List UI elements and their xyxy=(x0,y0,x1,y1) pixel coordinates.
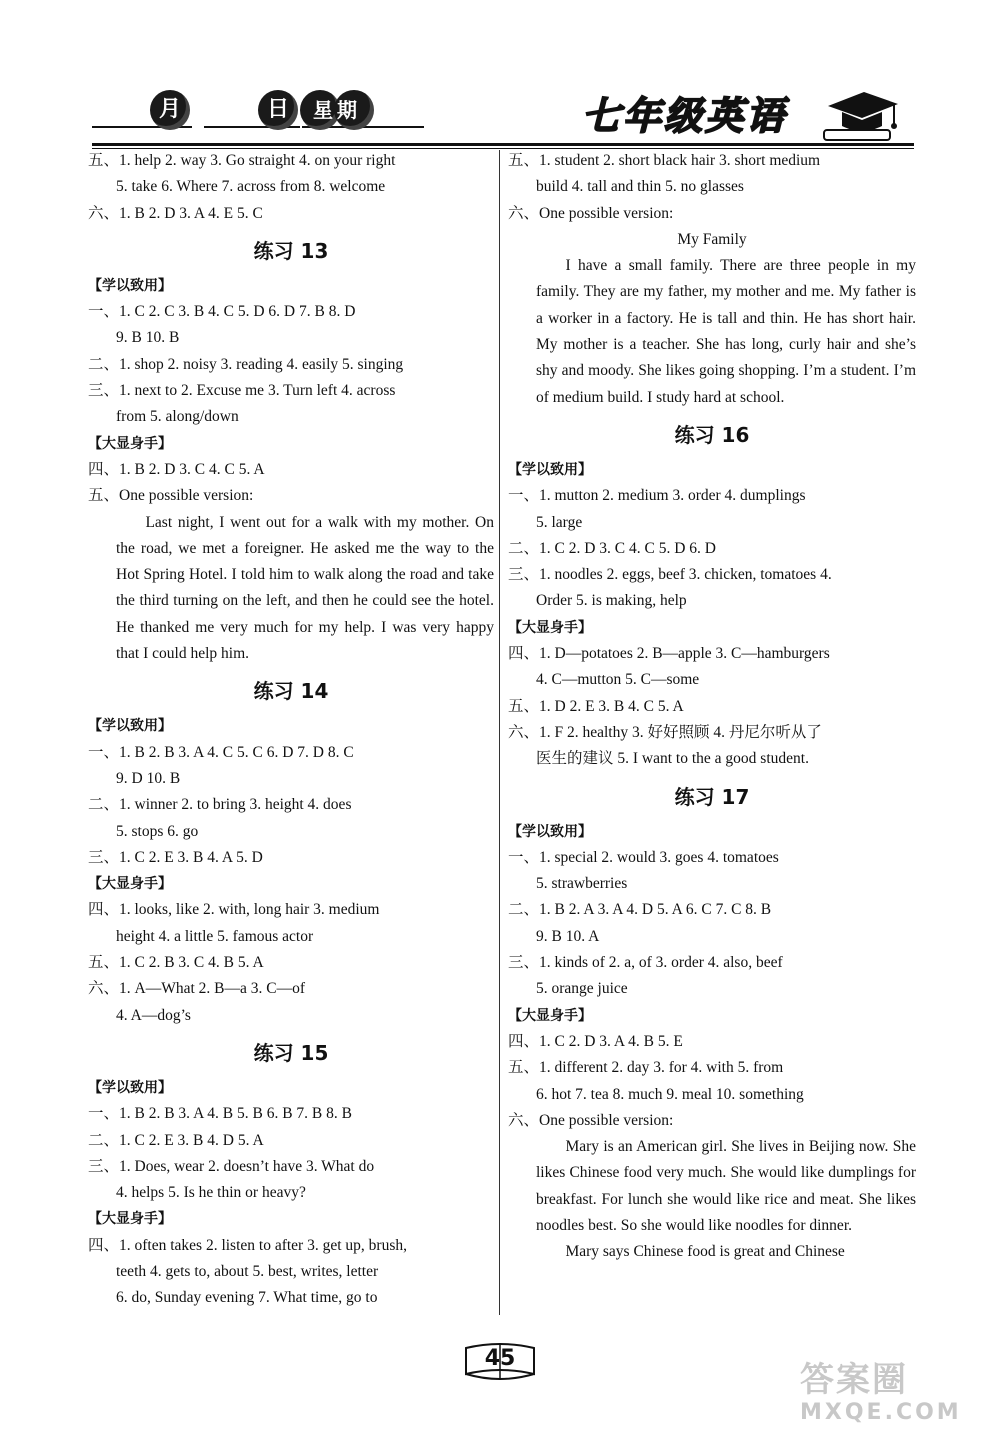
answer-line-continued: 4. C—mutton 5. C—some xyxy=(536,671,700,689)
section-tag: 【大显身手】 xyxy=(508,619,592,636)
answer-line-continued: 5. large xyxy=(536,513,583,531)
answer-line: 四、1. B 2. D 3. C 4. C 5. A xyxy=(88,460,265,478)
answer-line: 五、1. different 2. day 3. for 4. with 5. from xyxy=(508,1059,784,1077)
column-divider xyxy=(499,150,500,1315)
answer-line: 三、1. next to 2. Excuse me 3. Turn left 4. across xyxy=(88,382,396,400)
answer-line-continued: build 4. tall and thin 5. no glasses xyxy=(536,178,744,196)
exercise-heading: 练习 13 xyxy=(253,238,329,263)
answer-line: 三、1. Does, wear 2. doesn’t have 3. What do xyxy=(88,1157,375,1175)
essay-paragraph: I have a small family. There are three people in my family. They are my father, my mother and me. My father is a worker in a factory. He is tall and thin. He has short hair. My mother is a teacher. She has long, curly hair and she’s shy and moody. She likes going shopping. I’m a student. I’m of medium build. I study hard at school. xyxy=(536,257,916,406)
answer-line: 二、1. shop 2. noisy 3. reading 4. easily 5. singing xyxy=(88,355,404,373)
answer-line-continued: height 4. a little 5. famous actor xyxy=(116,927,314,945)
exercise-heading: 练习 16 xyxy=(674,422,750,447)
answer-line: 三、1. noodles 2. eggs, beef 3. chicken, tomatoes 4. xyxy=(508,566,832,584)
answer-line: 二、1. B 2. A 3. A 4. D 5. A 6. C 7. C 8. B xyxy=(508,901,772,919)
book-title: 七年级英语 xyxy=(582,94,788,138)
answer-line-continued: 5. stops 6. go xyxy=(116,822,199,840)
page-number: 45 xyxy=(484,1346,516,1371)
watermark-logo xyxy=(800,1360,990,1428)
answer-line-continued: 5. orange juice xyxy=(536,980,628,998)
answer-line-continued: 9. B 10. A xyxy=(536,927,600,945)
answer-line-continued: 5. strawberries xyxy=(536,875,628,893)
answer-line-continued: from 5. along/down xyxy=(116,408,239,426)
watermark-text: 答案圈 xyxy=(800,1360,908,1400)
answer-line: 一、1. B 2. B 3. A 4. B 5. B 6. B 7. B 8. B xyxy=(88,1105,352,1123)
answer-line: 五、1. help 2. way 3. Go straight 4. on your right xyxy=(88,152,396,169)
section-tag: 【学以致用】 xyxy=(88,1079,172,1096)
graduation-cap-icon xyxy=(820,84,900,144)
section-tag: 【学以致用】 xyxy=(508,823,592,840)
section-tag: 【学以致用】 xyxy=(88,277,172,294)
answer-line: 一、1. mutton 2. medium 3. order 4. dumplings xyxy=(508,487,806,505)
answer-line-continued: teeth 4. gets to, about 5. best, writes, letter xyxy=(116,1262,379,1280)
section-tag: 【学以致用】 xyxy=(88,718,172,735)
section-tag: 【大显身手】 xyxy=(508,1007,592,1024)
section-tag: 【大显身手】 xyxy=(88,876,172,893)
answer-line: 六、1. F 2. healthy 3. 好好照顾 4. 丹尼尔听从了 xyxy=(508,723,822,741)
answer-column-right xyxy=(508,148,916,1266)
header-rule xyxy=(92,143,914,146)
essay-title: My Family xyxy=(677,230,747,248)
answer-line: 二、1. winner 2. to bring 3. height 4. does xyxy=(88,796,352,814)
answer-line: 二、1. C 2. D 3. C 4. C 5. D 6. D xyxy=(508,539,716,557)
answer-line-continued: 4. A—dog’s xyxy=(116,1006,191,1024)
page-header xyxy=(0,0,1000,150)
answer-line: 三、1. C 2. E 3. B 4. A 5. D xyxy=(88,848,263,866)
answer-line: 三、1. kinds of 2. a, of 3. order 4. also, beef xyxy=(508,954,783,972)
answer-line: 六、1. B 2. D 3. A 4. E 5. C xyxy=(88,204,263,222)
weekday-badge xyxy=(300,90,372,130)
answer-line: 五、1. student 2. short black hair 3. short medium xyxy=(508,152,821,169)
answer-line: 四、1. C 2. D 3. A 4. B 5. E xyxy=(508,1032,683,1050)
page-number-badge xyxy=(460,1340,540,1386)
answer-line: 六、One possible version: xyxy=(508,1111,674,1129)
day-badge: 日 xyxy=(258,90,298,130)
month-badge: 月 xyxy=(150,90,190,130)
section-tag: 【大显身手】 xyxy=(88,435,172,452)
answer-line: 五、1. C 2. B 3. C 4. B 5. A xyxy=(88,954,264,972)
answer-line: 一、1. B 2. B 3. A 4. C 5. C 6. D 7. D 8. C xyxy=(88,743,354,761)
answer-line: 六、1. A—What 2. B—a 3. C—of xyxy=(88,980,305,998)
answer-line-continued: 4. helps 5. Is he thin or heavy? xyxy=(116,1184,306,1202)
exercise-heading: 练习 17 xyxy=(674,784,750,809)
answer-column-left xyxy=(88,148,494,1312)
answer-line: 二、1. C 2. E 3. B 4. D 5. A xyxy=(88,1131,264,1149)
exercise-heading: 练习 14 xyxy=(253,679,329,704)
answer-line: 六、One possible version: xyxy=(508,204,674,222)
watermark-url: MXQE.COM xyxy=(800,1400,962,1425)
answer-line: 四、1. often takes 2. listen to after 3. get up, brush, xyxy=(88,1236,407,1254)
answer-line: 一、1. C 2. C 3. B 4. C 5. D 6. D 7. B 8. D xyxy=(88,303,356,321)
answer-line-continued: Order 5. is making, help xyxy=(536,592,687,610)
answer-line-continued: 6. hot 7. tea 8. much 9. meal 10. something xyxy=(536,1085,804,1103)
answer-line-continued: 5. take 6. Where 7. across from 8. welcome xyxy=(116,178,386,196)
answer-line-continued: 9. D 10. B xyxy=(116,769,181,787)
essay-paragraph: Last night, I went out for a walk with my mother. On the road, we met a foreigner. He asked me the way to the Hot Spring Hotel. I told him to walk along the road and take the third turning on the left, and then he could see the hotel. He thanked me very much for my help. I was very happy that I could help him. xyxy=(116,513,494,663)
answer-line-continued: 6. do, Sunday evening 7. What time, go to xyxy=(116,1289,378,1307)
essay-paragraph-truncated: Mary says Chinese food is great and Chinese xyxy=(565,1243,845,1261)
essay-paragraph: Mary is an American girl. She lives in Beijing now. She likes Chinese food very much. She would like dumplings for breakfast. For lunch she would like rice and meat. She likes noodles best. So she would like noodles for dinner. xyxy=(536,1138,916,1234)
answer-line: 五、1. D 2. E 3. B 4. C 5. A xyxy=(508,697,684,715)
answer-line: 五、One possible version: xyxy=(88,487,254,505)
weekday-label: 星期 xyxy=(313,98,361,122)
exercise-heading: 练习 15 xyxy=(253,1040,329,1065)
answer-line-continued: 医生的建议 5. I want to the a good student. xyxy=(536,750,809,768)
answer-line: 四、1. looks, like 2. with, long hair 3. medium xyxy=(88,901,380,919)
section-tag: 【大显身手】 xyxy=(88,1211,172,1228)
answer-line-continued: 9. B 10. B xyxy=(116,329,180,347)
answer-line: 一、1. special 2. would 3. goes 4. tomatoes xyxy=(508,848,779,866)
section-tag: 【学以致用】 xyxy=(508,461,592,478)
answer-line: 四、1. D—potatoes 2. B—apple 3. C—hamburgers xyxy=(508,645,830,663)
